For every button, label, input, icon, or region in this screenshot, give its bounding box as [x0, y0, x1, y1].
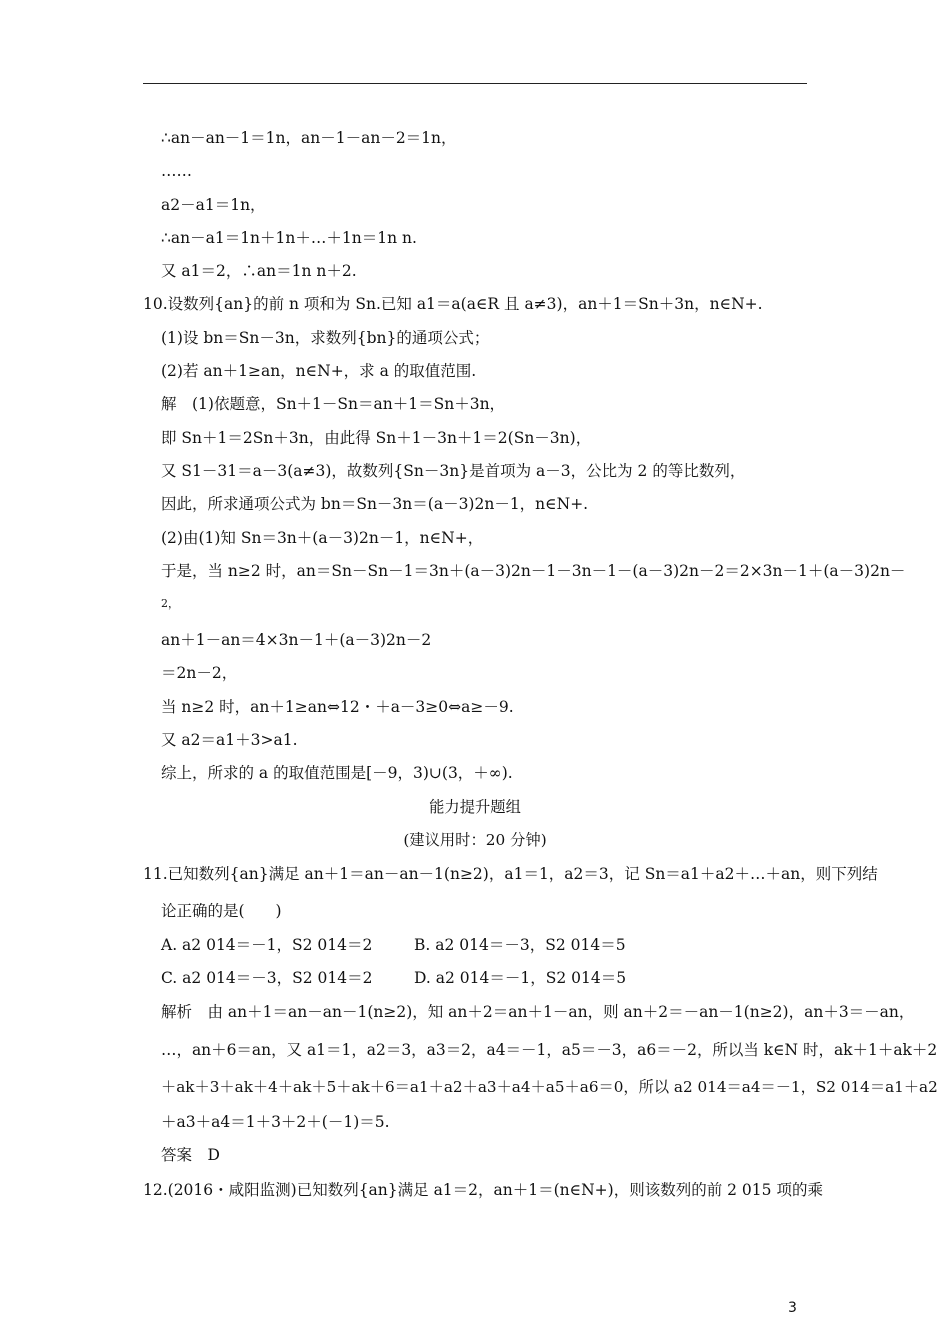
section-title: 能力提升题组	[429, 798, 521, 816]
solution-line: 综上，所求的 a 的取值范围是[－9，3)∪(3，＋∞).	[161, 764, 513, 782]
question-12: 12.(2016・咸阳监测)已知数列{an}满足 a1＝2，an＋1＝(n∈N+)，则该数列的前 2 015 项的乘	[143, 1181, 823, 1199]
solution-line: (2)由(1)知 Sn＝3n＋(a－3)2n－1，n∈N+，	[161, 529, 484, 547]
text-line: ∴an－a1＝1n＋1n＋…＋1n＝1n n.	[161, 229, 417, 247]
explanation-line: 解析 由 an＋1＝an－an－1(n≥2)，知 an＋2＝an＋1－an，则 an＋2＝－an－1(n≥2)，an＋3＝－an，	[161, 1003, 915, 1021]
question-11-continued: 论正确的是( )	[161, 902, 282, 920]
option-c: C. a2 014＝－3，S2 014＝2	[161, 969, 373, 987]
solution-line: 因此，所求通项公式为 bn＝Sn－3n＝(a－3)2n－1，n∈N+.	[161, 495, 589, 513]
question-10: 10.设数列{an}的前 n 项和为 Sn.已知 a1＝a(a∈R 且 a≠3)，an＋1＝Sn＋3n，n∈N+.	[143, 295, 763, 313]
option-b: B. a2 014＝－3，S2 014＝5	[414, 936, 626, 954]
solution-line: 2，	[161, 597, 179, 610]
solution-line: 解 (1)依题意，Sn＋1－Sn＝an＋1＝Sn＋3n，	[161, 395, 506, 413]
header-rule	[143, 83, 807, 84]
solution-line: 又 a2＝a1＋3>a1.	[161, 731, 298, 749]
solution-line: 即 Sn＋1＝2Sn＋3n，由此得 Sn＋1－3n＋1＝2(Sn－3n)，	[161, 429, 592, 447]
solution-line: an＋1－an＝4×3n－1＋(a－3)2n－2	[161, 631, 432, 649]
solution-line: 又 S1－31＝a－3(a≠3)，故数列{Sn－3n}是首项为 a－3，公比为 2 的等比数列，	[161, 462, 746, 480]
explanation-line: ＋a3＋a4＝1＋3＋2＋(－1)＝5.	[161, 1113, 390, 1131]
option-d: D. a2 014＝－1，S2 014＝5	[414, 969, 627, 987]
answer-line: 答案 D	[161, 1146, 220, 1164]
question-11: 11.已知数列{an}满足 an＋1＝an－an－1(n≥2)，a1＝1，a2＝3，记 Sn＝a1＋a2＋…＋an，则下列结	[143, 865, 878, 883]
page-number: 3	[788, 1300, 797, 1316]
text-line: ……	[161, 162, 192, 180]
option-a: A. a2 014＝－1，S2 014＝2	[161, 936, 373, 954]
question-10-part-1: (1)设 bn＝Sn－3n，求数列{bn}的通项公式；	[161, 329, 490, 347]
explanation-line: …，an＋6＝an，又 a1＝1，a2＝3，a3＝2，a4＝－1，a5＝－3，a6＝－2，所以当 k∈N 时，ak＋1＋ak＋2	[161, 1041, 938, 1059]
solution-line: ＝2n－2，	[161, 664, 238, 682]
section-subtitle: (建议用时：20 分钟)	[403, 831, 547, 849]
text-line: a2－a1＝1n，	[161, 196, 266, 214]
question-10-part-2: (2)若 an＋1≥an，n∈N+，求 a 的取值范围.	[161, 362, 477, 380]
solution-line: 于是，当 n≥2 时，an＝Sn－Sn－1＝3n＋(a－3)2n－1－3n－1－(a－3)2n－2＝2×3n－1＋(a－3)2n－	[161, 562, 906, 580]
solution-line: 当 n≥2 时，an＋1≥an⇔12・＋a－3≥0⇔a≥－9.	[161, 698, 514, 716]
text-line: 又 a1＝2，∴an＝1n n＋2.	[161, 262, 357, 280]
explanation-line: ＋ak＋3＋ak＋4＋ak＋5＋ak＋6＝a1＋a2＋a3＋a4＋a5＋a6＝0，所以 a2 014＝a4＝－1，S2 014＝a1＋a2	[161, 1078, 938, 1096]
text-line: ∴an－an－1＝1n，an－1－an－2＝1n，	[161, 129, 457, 147]
